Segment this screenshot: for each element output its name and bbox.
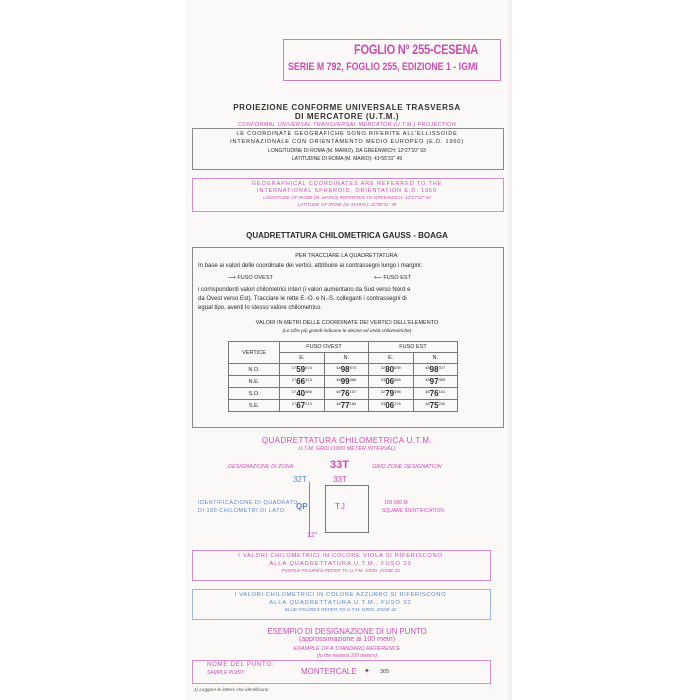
projection-title-line1: PROIEZIONE CONFORME UNIVERSALE TRASVERSA [233,103,461,112]
blue-figures-english: BLUE FIGURES REFER TO U.T.M. GRID, ZONE 32 [284,608,397,613]
coordinate-part-big: 99 [340,377,350,386]
coordinate-part-pre: 22 [380,365,386,370]
sheet-edge [508,0,512,700]
gauss-instr-line2: i corrispondenti valori chilometrici interi (i valori aumentano da Sud verso Nord e [198,287,411,293]
coordinate-value [413,376,458,388]
geo-english-line4: LATITUDE OF ROME (M. MARIO): 41º55'31" 49 [297,202,397,207]
square-diagram [325,485,369,533]
table-header-vertice: VERTICE [229,342,280,364]
table-note: (Le cifre più grandi indicano le decine ed unità chilometriche) [282,329,412,334]
gauss-instr-line4: egual tipo, aventi lo stesso valore chilometrico. [198,305,323,311]
coordinate-value [369,400,413,412]
sample-point-label: NOME DEL PUNTO: [207,662,275,668]
coordinate-part-big: 77 [340,401,350,410]
rome-longitude: LONGITUDINE DI ROMA (M. MARIO), DA GREENWICH: 12º27'10" 93 [268,148,426,154]
coordinate-part-post: 846 [394,377,401,382]
blue-figures-line1: I VALORI CHILOMETRICI IN COLORE AZZURRO SI RIFERISCONO [234,592,447,598]
sheet-subtitle: SERIE M 792, FOGLIO 255, EDIZIONE 1 - IGMI [288,61,478,73]
coordinate-value [280,400,324,412]
gauss-title: QUADRETTATURA CHILOMETRICA GAUSS - BOAGA [246,231,448,240]
coordinate-value [280,388,324,400]
example-english-line2: (to the nearest 100 meters) [316,653,378,659]
coordinate-part-post: 213 [305,401,312,406]
table-row [229,400,458,412]
coordinate-value [280,376,324,388]
coordinate-part-big: 97 [429,377,439,386]
coordinate-value [324,400,368,412]
coordinate-part-post: 176 [394,401,401,406]
coordinate-part-post: 674 [305,365,312,370]
coordinate-value [324,388,368,400]
coordinate-part-pre: 48 [425,377,430,382]
fuso-ovest-label: FUSO OVEST [237,275,273,281]
vertex-name: N.E. [229,376,280,388]
coordinate-part-big: 66 [296,377,306,386]
footnote: 1) Leggere le lettere che identificano [194,687,269,692]
square-label-line2: DI 100 CHILOMETRI DI LATO [198,508,285,514]
coordinate-part-big: 98 [340,365,350,374]
table-row [229,364,458,376]
coordinate-part-pre: 17 [291,401,297,406]
coordinate-value [280,364,324,376]
table-header-n: N. [413,353,458,364]
example-title-line2: (approssimazione ai 100 metri) [298,636,396,643]
zone-english: GRID ZONE DESIGNATION [372,464,442,470]
coordinate-value [369,364,413,376]
table-header-n: N. [324,353,368,364]
geo-italian-line2: INTERNAZIONALE CON ORIENTAMENTO MEDIO EUROPEO (E.D. 1950) [230,139,464,145]
coordinate-value [369,388,413,400]
vertex-name: S.E. [229,400,280,412]
coordinate-part-big: 76 [429,389,439,398]
coordinate-part-post: 573 [349,365,357,370]
vertex-name: S.O. [229,388,280,400]
coordinate-part-pre: 48 [336,365,341,370]
coordinate-part-post: 377 [438,365,446,370]
coordinate-part-pre: 48 [336,401,341,406]
coordinate-part-pre: 17 [291,389,297,394]
zone-33t-label: 33T [333,475,347,484]
square-label-line1: IDENTIFICAZIONE DI QUADRATO [198,500,299,506]
coordinate-part-pre: 23 [380,377,386,382]
zone-label: DESIGNAZIONE DI ZONA [228,464,294,470]
coordinate-part-big: 06 [385,377,395,386]
coordinate-part-big: 98 [429,365,439,374]
rome-latitude: LATITUDINE DI ROMA (M. MARIO): 41º55'31" 49 [291,156,403,162]
example-title-line1: ESEMPIO DI DESIGNAZIONE DI UN PUNTO [267,627,427,636]
square-english-line1: 100 000 M [384,500,408,506]
coordinate-part-pre: 48 [425,389,430,394]
coordinate-part-pre: 22 [380,389,386,394]
square-tj: TJ [335,502,346,511]
vertex-coordinates-table [228,341,458,412]
coordinate-value [324,376,368,388]
blue-figures-line2: ALLA QUADRETTATURA U.T.M., FUSO 32 [269,600,412,606]
square-qp: QP [296,502,308,511]
coordinate-part-post: 398 [394,389,401,394]
sheet-title: FOGLIO Nº 255-CESENA [354,42,478,57]
coordinate-part-post: 459 [438,377,446,382]
gauss-instr-title: PER TRACCIARE LA QUADRETTATURA: [295,253,399,259]
projection-title-english: CONFORMAL UNIVERSAL TRANSVERSAL MERCATOR (U.T.M.) PROJECTION [237,122,457,128]
coordinate-part-big: 80 [385,365,395,374]
coordinate-part-big: 59 [296,365,306,374]
table-title: VALORI IN METRI DELLE COORDINATE DEI VERTICI DELL'ELEMENTO [255,320,439,326]
fuso-est-label: FUSO EST [383,275,411,281]
coordinate-part-big: 06 [385,401,395,410]
gauss-instr-line3: da Ovest verso Est). Tracciare le rette E.-O. e N.-S. colleganti i contrassegni di [198,296,407,302]
coordinate-value [413,388,458,400]
table-header-e: E. [280,353,324,364]
geo-english-line3: LONGITUDE OF ROME (M. MARIO) REFERRED TO GREENWICH: 12º27'10" 93 [263,195,431,200]
purple-figures-line2: ALLA QUADRETTATURA U.T.M., FUSO 33 [269,561,412,567]
coordinate-part-post: 157 [349,389,357,394]
coordinate-value [369,376,413,388]
coordinate-part-pre: 48 [336,377,341,382]
purple-figures-english: PURPLE FIGURES REFER TO U.T.M. GRID, ZONE 33 [281,569,400,574]
fuso-est-marker [374,275,411,281]
coordinate-part-pre: 48 [425,365,430,370]
sample-point-value: MONTERCALE [301,667,357,676]
geo-english-line1: GEOGRAPHICAL COORDINATES ARE REFERRED TO THE [251,181,443,187]
coordinate-part-pre: 17 [291,377,297,382]
table-header-e: E. [369,353,413,364]
coordinate-part-post: 242 [438,401,446,406]
zone-32t-label: 32T [293,475,307,484]
arrow-right-icon: ⟶ [228,275,236,281]
coordinate-part-big: 76 [340,389,350,398]
meridian-12-label: 12° [307,532,318,539]
purple-figures-line1: I VALORI CHILOMETRICI IN COLORE VIOLA SI RIFERISCONO [238,553,443,559]
projection-title-line2: DI MERCATORE (U.T.M.) [294,112,400,121]
vertex-name: N.O. [229,364,280,376]
coordinate-part-post: 039 [394,365,401,370]
example-english-line1: EXAMPLE OF A STANDARD REFERENCE [293,646,401,652]
zone-value: 33T [330,459,349,471]
coordinate-part-pre: 17 [291,365,297,370]
square-english-line2: SQUARE IDENTIFICATION [382,508,444,514]
coordinate-part-post: 480 [349,377,357,382]
coordinate-part-post: 313 [305,377,312,382]
sample-point-elevation: 305 [380,669,390,675]
coordinate-value [413,364,458,376]
table-row [229,376,458,388]
table-row [229,388,458,400]
geo-italian-line1: LE COORDINATE GEOGRAFICHE SONO RIFERITE ALL'ELLISSOIDE [236,131,458,137]
geo-english-line2: INTERNATIONAL SPHEROID, ORIENTATION E.D. 1950 [257,188,437,194]
sample-point-english: SAMPLE POINT: [207,670,245,676]
coordinate-part-post: 486 [305,389,312,394]
coordinate-part-big: 75 [429,401,439,410]
gauss-instr-line1: In base ai valori delle coordinate dei vertici, attribuire ai contrassegni lungo i margini: [198,263,423,269]
utm-subtitle: U.T.M. GRID (1000 METER INTERVAL) [298,446,396,452]
coordinate-part-post: 184 [349,401,357,406]
coordinate-part-pre: 48 [425,401,430,406]
coordinate-part-big: 40 [296,389,306,398]
coordinate-part-post: 161 [438,389,446,394]
table-header-fuso-ovest: FUSO OVEST [280,342,369,353]
coordinate-value [413,400,458,412]
fuso-ovest-marker [228,275,273,281]
coordinate-part-big: 79 [385,389,395,398]
coordinate-value [324,364,368,376]
coordinate-part-big: 67 [296,401,306,410]
table-header-fuso-est: FUSO EST [369,342,458,353]
coordinate-part-pre: 23 [380,401,386,406]
zone-boundary-line [309,482,310,537]
utm-title: QUADRETTATURA CHILOMETRICA U.T.M. [261,436,433,445]
peak-marker-icon: ✦ [364,668,370,675]
arrow-left-icon: ⟵ [374,275,382,281]
coordinate-part-pre: 48 [336,389,341,394]
